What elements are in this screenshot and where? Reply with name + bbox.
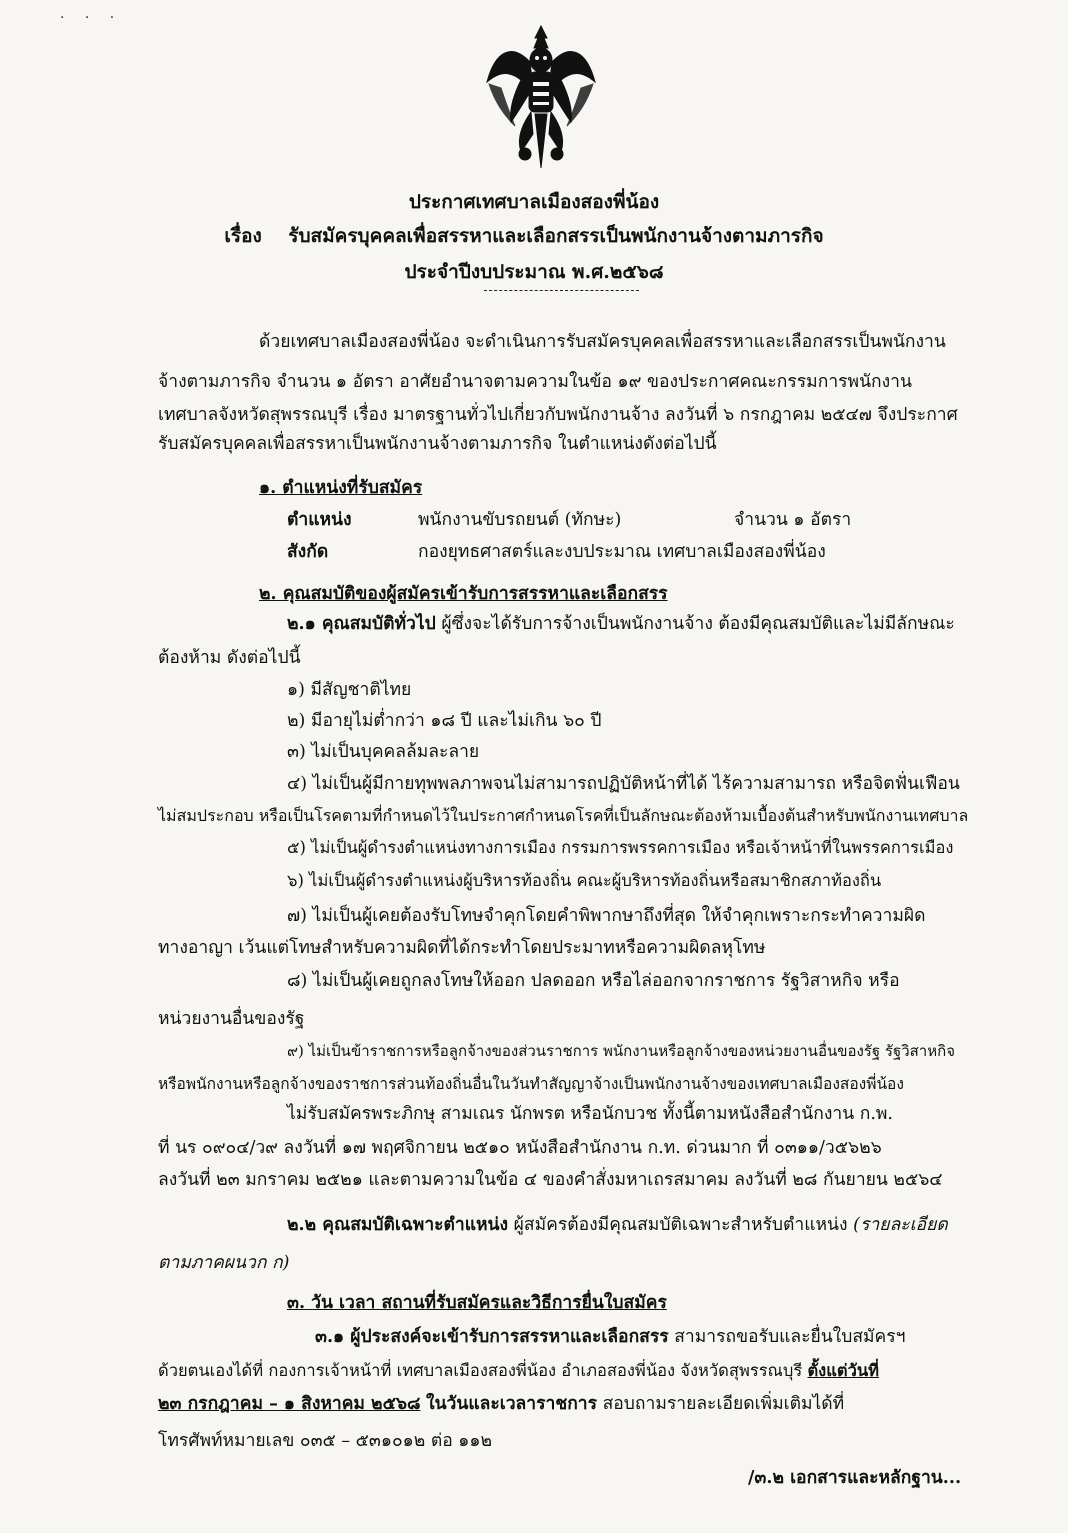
section-2-title: ๒. คุณสมบัติของผู้สมัครเข้ารับการสรรหาและเลือกสรร bbox=[259, 584, 668, 604]
s31-line-1 bbox=[315, 1325, 906, 1349]
qual-item-4a: ๔) ไม่เป็นผู้มีกายทุพพลภาพจนไม่สามารถปฏิบัติหน้าที่ได้ ไร้ความสามารถ หรือจิตฟั่นเฟือน bbox=[287, 774, 960, 794]
monk-line-2: ที่ นร ๐๙๐๔/ว๙ ลงวันที่ ๑๗ พฤศจิกายน ๒๕๑๐ หนังสือสำนักงาน ก.ท. ด่วนมาก ที่ ๐๓๑๑/ว๕๖๒๖ bbox=[158, 1138, 882, 1158]
monk-line-3: ลงวันที่ ๒๓ มกราคม ๒๕๒๑ และตามความในข้อ ๔ ของคำสั่งมหาเถรสมาคม ลงวันที่ ๒๘ กันยายน ๒๕๖๔ bbox=[158, 1170, 943, 1190]
affiliation-label: สังกัด bbox=[287, 542, 329, 562]
s31-from-date: ตั้งแต่วันที่ bbox=[807, 1361, 879, 1380]
position-count: จำนวน ๑ อัตรา bbox=[734, 510, 852, 530]
s22-italic: (รายละเอียด bbox=[853, 1215, 948, 1235]
qual-item-3: ๓) ไม่เป็นบุคคลล้มละลาย bbox=[287, 742, 480, 762]
s31-location: ด้วยตนเองได้ที่ กองการเจ้าหน้าที่ เทศบาลเมืองสองพี่น้อง อำเภอสองพี่น้อง จังหวัดสุพรรณบุรี bbox=[158, 1361, 803, 1380]
position-value: พนักงานขับรถยนต์ (ทักษะ) bbox=[418, 510, 622, 530]
qual-item-7a: ๗) ไม่เป็นผู้เคยต้องรับโทษจำคุกโดยคำพิพากษาถึงที่สุด ให้จำคุกเพราะกระทำความผิด bbox=[287, 906, 926, 926]
qual-item-5: ๕) ไม่เป็นผู้ดำรงตำแหน่งทางการเมือง กรรมการพรรคการเมือง หรือเจ้าหน้าที่ในพรรคการเมือง bbox=[287, 838, 954, 857]
monk-line-1: ไม่รับสมัครพระภิกษุ สามเณร นักพรต หรือนักบวช ทั้งนี้ตามหนังสือสำนักงาน ก.พ. bbox=[287, 1104, 893, 1124]
announcement-title: ประกาศเทศบาลเมืองสองพี่น้อง bbox=[408, 191, 660, 213]
qual-item-9b: หรือพนักงานหรือลูกจ้างของราชการส่วนท้องถิ่นอื่นในวันทำสัญญาจ้างเป็นพนักงานจ้างของเทศบาลเมืองสองพี่น้อง bbox=[158, 1075, 904, 1093]
s22-label: ๒.๒ คุณสมบัติเฉพาะตำแหน่ง bbox=[287, 1215, 509, 1235]
s31-phone: โทรศัพท์หมายเลข ๐๓๕ – ๕๓๑๐๑๒ ต่อ ๑๑๒ bbox=[158, 1431, 493, 1451]
s31-line-3 bbox=[158, 1392, 844, 1416]
s31-label: ๓.๑ ผู้ประสงค์จะเข้ารับการสรรหาและเลือกสรร bbox=[315, 1327, 669, 1347]
s31-line-2 bbox=[158, 1359, 879, 1383]
subject-label: เรื่อง bbox=[224, 225, 262, 247]
s31-text: สามารถขอรับและยื่นใบสมัครฯ bbox=[674, 1327, 906, 1347]
continued-marker: /๓.๒ เอกสารและหลักฐาน... bbox=[748, 1468, 962, 1488]
s21-line bbox=[287, 612, 955, 636]
s31-date-range: ๒๓ กรกฎาคม – ๑ สิงหาคม ๒๕๖๘ bbox=[158, 1394, 421, 1414]
fiscal-year: ประจำปีงบประมาณ พ.ศ.๒๕๖๘ bbox=[404, 261, 664, 283]
divider bbox=[484, 290, 639, 291]
qual-item-6: ๖) ไม่เป็นผู้ดำรงตำแหน่งผู้บริหารท้องถิ่น คณะผู้บริหารท้องถิ่นหรือสมาชิกสภาท้องถิ่น bbox=[287, 871, 882, 890]
qual-item-8b: หน่วยงานอื่นของรัฐ bbox=[158, 1009, 305, 1029]
subject-text: รับสมัครบุคคลเพื่อสรรหาและเลือกสรรเป็นพนักงานจ้างตามภารกิจ bbox=[288, 225, 824, 247]
s21-label: ๒.๑ คุณสมบัติทั่วไป bbox=[287, 614, 436, 634]
qual-item-7b: ทางอาญา เว้นแต่โทษสำหรับความผิดที่ได้กระทำโดยประมาทหรือความผิดลหุโทษ bbox=[158, 938, 766, 958]
announcement-subject bbox=[0, 221, 1058, 251]
s21-text: ผู้ซึ่งจะได้รับการจ้างเป็นพนักงานจ้าง ต้องมีคุณสมบัติและไม่มีลักษณะ bbox=[441, 614, 955, 634]
position-label: ตำแหน่ง bbox=[287, 510, 352, 530]
qual-item-8a: ๘) ไม่เป็นผู้เคยถูกลงโทษให้ออก ปลดออก หรือไล่ออกจากราชการ รัฐวิสาหกิจ หรือ bbox=[287, 971, 900, 991]
s22-cont: ตามภาคผนวก ก) bbox=[158, 1253, 290, 1273]
intro-line-1: ด้วยเทศบาลเมืองสองพี่น้อง จะดำเนินการรับสมัครบุคคลเพื่อสรรหาและเลือกสรรเป็นพนักงาน bbox=[259, 332, 946, 352]
qual-item-1: ๑) มีสัญชาติไทย bbox=[287, 680, 412, 700]
s21-cont: ต้องห้าม ดังต่อไปนี้ bbox=[158, 648, 301, 668]
intro-line-4: รับสมัครบุคคลเพื่อสรรหาเป็นพนักงานจ้างตามภารกิจ ในตำแหน่งดังต่อไปนี้ bbox=[158, 434, 717, 454]
qual-item-4b: ไม่สมประกอบ หรือเป็นโรคตามที่กำหนดไว้ในประกาศกำหนดโรคที่เป็นลักษณะต้องห้ามเบื้องต้นสำหรับพนักงานเทศบาล bbox=[158, 806, 969, 825]
s31-contact-intro: สอบถามรายละเอียดเพิ่มเติมได้ที่ bbox=[602, 1394, 845, 1414]
s22-text: ผู้สมัครต้องมีคุณสมบัติเฉพาะสำหรับตำแหน่ง bbox=[513, 1215, 848, 1235]
scan-speckles: · · · bbox=[60, 10, 123, 26]
garuda-emblem-icon bbox=[481, 22, 601, 172]
qual-item-2: ๒) มีอายุไม่ต่ำกว่า ๑๘ ปี และไม่เกิน ๖๐ ปี bbox=[287, 711, 602, 731]
intro-line-3: เทศบาลจังหวัดสุพรรณบุรี เรื่อง มาตรฐานทั่วไปเกี่ยวกับพนักงานจ้าง ลงวันที่ ๖ กรกฎาคม ๒๕๔๗ จึงประกาศ bbox=[158, 405, 958, 425]
intro-line-2: จ้างตามภารกิจ จำนวน ๑ อัตรา อาศัยอำนาจตามความในข้อ ๑๙ ของประกาศคณะกรรมการพนักงาน bbox=[158, 372, 912, 392]
qual-item-9a: ๙) ไม่เป็นข้าราชการหรือลูกจ้างของส่วนราชการ พนักงานหรือลูกจ้างของหน่วยงานอื่นของรัฐ รัฐวิสาหกิจ bbox=[287, 1042, 955, 1060]
section-1-title: ๑. ตำแหน่งที่รับสมัคร bbox=[259, 478, 423, 498]
s31-office-hours: ในวันและเวลาราชการ bbox=[426, 1394, 598, 1414]
section-3-title: ๓. วัน เวลา สถานที่รับสมัครและวิธีการยื่นใบสมัคร bbox=[287, 1293, 667, 1313]
s22-line bbox=[287, 1213, 948, 1237]
affiliation-value: กองยุทธศาสตร์และงบประมาณ เทศบาลเมืองสองพี่น้อง bbox=[418, 542, 826, 562]
